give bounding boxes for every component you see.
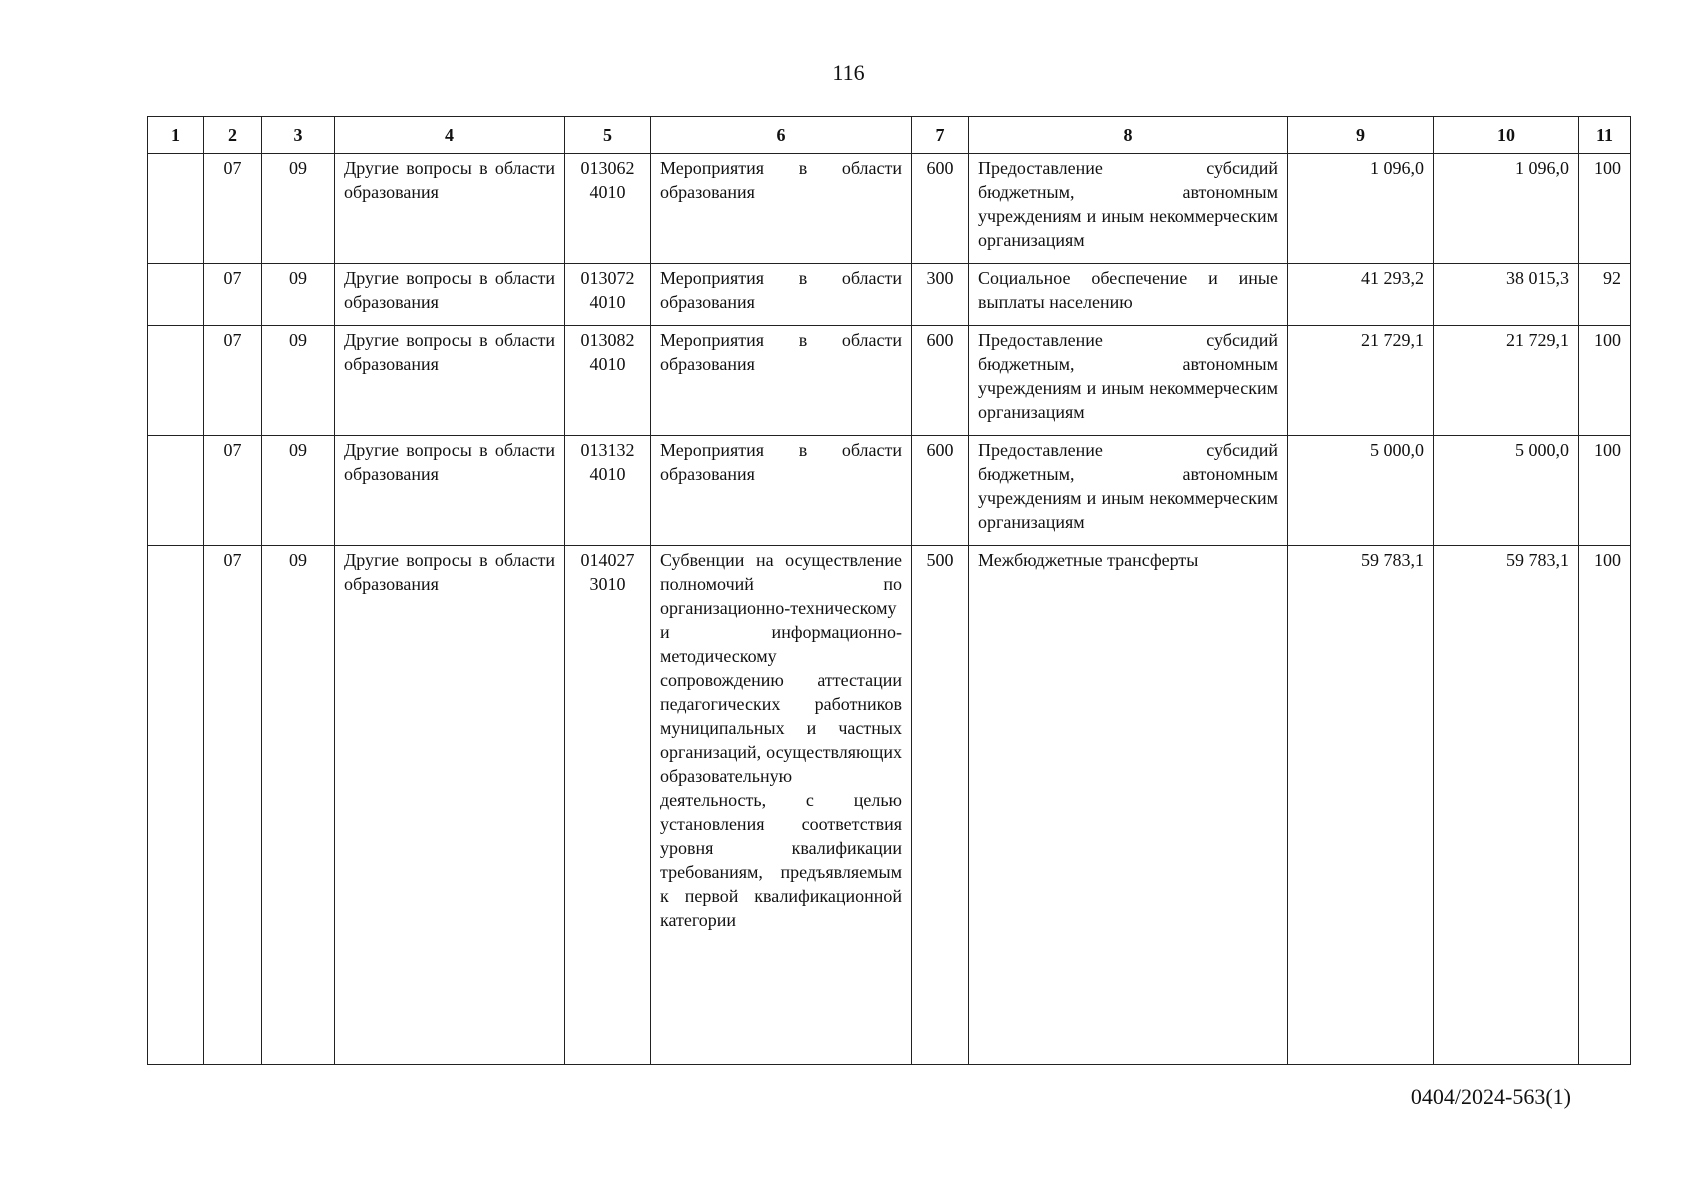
expense-type-cell: 300 [912,264,969,326]
column-header: 1 [148,117,204,154]
execution-percent-cell: 100 [1579,326,1631,436]
planned-amount-cell: 41 293,2 [1288,264,1434,326]
row-number-cell [148,436,204,546]
planned-amount-cell: 59 783,1 [1288,546,1434,1065]
column-header: 10 [1434,117,1579,154]
expense-type-name-cell: Предоставление субсидий бюджетным, автономным учреждениям и иным некоммерческим организациям [969,326,1288,436]
expense-type-name-cell: Социальное обеспечение и иные выплаты населению [969,264,1288,326]
target-article-code: 013132 [580,440,635,460]
row-number-cell [148,154,204,264]
column-header: 2 [204,117,262,154]
column-header: 3 [262,117,335,154]
table-row [148,326,1631,436]
row-number-cell [148,546,204,1065]
subsection-name-cell: Другие вопросы в области образования [335,326,565,436]
target-article-cell [565,546,651,1065]
header-row [148,117,1631,154]
subsection-cell: 09 [262,436,335,546]
section-cell: 07 [204,264,262,326]
subsection-name-cell: Другие вопросы в области образования [335,154,565,264]
target-article-cell [565,264,651,326]
execution-percent-cell: 100 [1579,154,1631,264]
expense-type-name-cell: Предоставление субсидий бюджетным, автономным учреждениям и иным некоммерческим организациям [969,436,1288,546]
page-number: 116 [832,60,865,85]
execution-percent-cell: 100 [1579,436,1631,546]
column-header: 4 [335,117,565,154]
table-row [148,546,1631,1065]
section-cell: 07 [204,154,262,264]
column-header: 5 [565,117,651,154]
target-article-code: 3010 [589,574,626,594]
column-header: 7 [912,117,969,154]
executed-amount-cell: 38 015,3 [1434,264,1579,326]
target-article-code: 013072 [580,268,635,288]
column-header: 11 [1579,117,1631,154]
expense-type-cell: 600 [912,436,969,546]
target-article-code: 4010 [589,182,626,202]
row-number-cell [148,326,204,436]
column-header: 9 [1288,117,1434,154]
target-article-name-cell: Мероприятия в области образования [651,264,912,326]
executed-amount-cell: 5 000,0 [1434,436,1579,546]
column-header: 6 [651,117,912,154]
table-row [148,154,1631,264]
column-header: 8 [969,117,1288,154]
section-cell: 07 [204,436,262,546]
planned-amount-cell: 21 729,1 [1288,326,1434,436]
subsection-cell: 09 [262,264,335,326]
executed-amount-cell: 59 783,1 [1434,546,1579,1065]
target-article-code: 4010 [589,354,626,374]
subsection-cell: 09 [262,546,335,1065]
target-article-code: 013082 [580,330,635,350]
expense-type-cell: 500 [912,546,969,1065]
target-article-code: 013062 [580,158,635,178]
subsection-name-cell: Другие вопросы в области образования [335,264,565,326]
subsection-cell: 09 [262,326,335,436]
expense-type-name-cell: Межбюджетные трансферты [969,546,1288,1065]
target-article-name-cell: Мероприятия в области образования [651,436,912,546]
expense-type-cell: 600 [912,154,969,264]
table-row [148,264,1631,326]
expense-type-name-cell: Предоставление субсидий бюджетным, автономным учреждениям и иным некоммерческим организациям [969,154,1288,264]
subsection-name-cell: Другие вопросы в области образования [335,546,565,1065]
table-row [148,436,1631,546]
subsection-name-cell: Другие вопросы в области образования [335,436,565,546]
row-number-cell [148,264,204,326]
executed-amount-cell: 1 096,0 [1434,154,1579,264]
target-article-cell [565,154,651,264]
target-article-code: 4010 [589,292,626,312]
executed-amount-cell: 21 729,1 [1434,326,1579,436]
budget-table [147,116,1631,1065]
expense-type-cell: 600 [912,326,969,436]
section-cell: 07 [204,546,262,1065]
target-article-code: 4010 [589,464,626,484]
target-article-name-cell: Мероприятия в области образования [651,326,912,436]
section-cell: 07 [204,326,262,436]
subsection-cell: 09 [262,154,335,264]
target-article-name-cell: Субвенции на осуществление полномочий по организационно-техническому и информационно-методическому сопровождению аттестации педагогических работников муниципальных и частных организаций, осуществляющих образовательную деятельность, с целью установления соответствия уровня квалификации требованиям, предъявляемым к первой квалификационной категории [651,546,912,1065]
target-article-cell [565,326,651,436]
target-article-code: 014027 [580,550,635,570]
document-code: 0404/2024-563(1) [1410,1084,1571,1109]
planned-amount-cell: 1 096,0 [1288,154,1434,264]
execution-percent-cell: 100 [1579,546,1631,1065]
planned-amount-cell: 5 000,0 [1288,436,1434,546]
execution-percent-cell: 92 [1579,264,1631,326]
target-article-name-cell: Мероприятия в области образования [651,154,912,264]
target-article-cell [565,436,651,546]
